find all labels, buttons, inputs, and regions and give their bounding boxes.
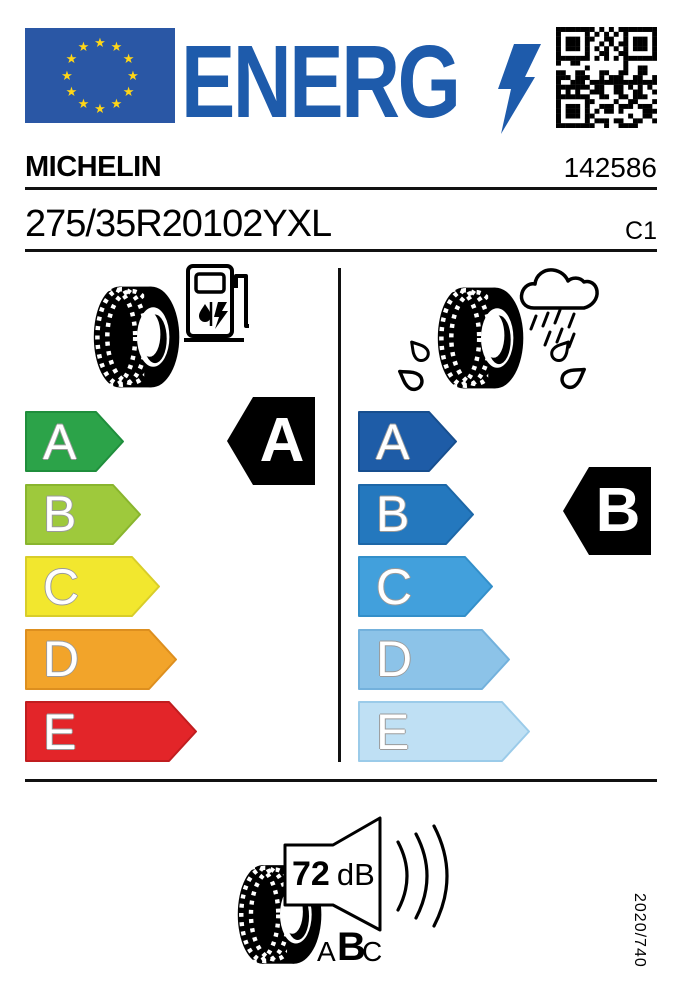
fuel-efficiency-grade-letter: A <box>43 413 77 470</box>
fuel-efficiency-grade-B <box>25 484 142 545</box>
flag-star-icon: ★ <box>77 38 90 54</box>
flag-star-icon: ★ <box>65 51 78 66</box>
flag-star-icon: ★ <box>77 96 90 112</box>
flag-star-icon: ★ <box>110 96 123 112</box>
wet-grip-grade-letter: C <box>376 558 413 615</box>
fuel-efficiency-grade-C <box>25 556 161 617</box>
noise-class-a: A <box>317 936 336 967</box>
fuel-efficiency-grade-letter: B <box>43 486 77 542</box>
flag-star-icon: ★ <box>122 84 135 99</box>
noise-class-c: C <box>362 936 383 967</box>
noise-unit: dB <box>336 857 375 892</box>
wet-grip-grade-E <box>358 701 531 762</box>
wet-grip-grade-letter: B <box>376 486 410 542</box>
energ-logo-text: ENERG <box>181 24 459 139</box>
noise-class-b-rated: B <box>337 925 366 969</box>
tyre-rain-cloud-icon <box>398 258 610 408</box>
noise-divider-line <box>25 779 657 782</box>
fuel-efficiency-grade-letter: D <box>43 631 80 687</box>
wet-grip-grade-A <box>358 411 458 472</box>
size-divider-line <box>25 249 657 252</box>
wet-grip-grade-D <box>358 629 511 690</box>
fuel-efficiency-scale <box>25 411 235 763</box>
wet-grip-grade-letter: D <box>376 631 413 687</box>
wet-grip-grade-C <box>358 556 494 617</box>
wet-grip-grade-letter: E <box>376 703 410 760</box>
noise-value-box <box>292 857 375 891</box>
noise-value: 72 <box>292 855 330 893</box>
fuel-efficiency-grade-A <box>25 411 125 472</box>
wet-grip-scale <box>358 411 568 763</box>
fuel-efficiency-grade-letter: C <box>43 558 80 615</box>
flag-star-icon: ★ <box>127 67 139 83</box>
wet-grip-grade-B <box>358 484 475 545</box>
eu-flag <box>25 28 175 123</box>
tyre-fuel-pump-icon <box>78 256 263 406</box>
flag-star-icon: ★ <box>110 38 123 54</box>
scales-divider-line <box>338 268 341 762</box>
fuel-efficiency-grade-D <box>25 629 178 690</box>
flag-star-icon: ★ <box>61 67 73 83</box>
tyre-size-designation: 275/35R20102YXL <box>25 203 332 245</box>
fuel-efficiency-rating-arrow <box>226 396 316 486</box>
flag-star-icon: ★ <box>94 34 106 50</box>
fuel-efficiency-rating: A <box>259 406 305 475</box>
regulation-number: 2020/740 <box>631 893 648 968</box>
lightning-bolt-icon <box>497 44 541 134</box>
flag-star-icon: ★ <box>65 84 78 99</box>
flag-star-icon: ★ <box>122 51 135 66</box>
wet-grip-rating: B <box>595 476 641 545</box>
type-identifier: 142586 <box>563 152 657 183</box>
tyre-class: C1 <box>625 217 657 245</box>
flag-star-icon: ★ <box>94 100 106 116</box>
sound-waves-icon <box>390 824 452 930</box>
wet-grip-grade-letter: A <box>376 413 410 470</box>
fuel-efficiency-grade-letter: E <box>43 703 77 760</box>
fuel-efficiency-grade-E <box>25 701 198 762</box>
header-divider-line <box>25 187 657 190</box>
qr-code <box>556 27 657 128</box>
energ-logo <box>181 24 532 139</box>
wet-grip-rating-arrow <box>562 466 652 556</box>
supplier-name: MICHELIN <box>25 151 162 183</box>
